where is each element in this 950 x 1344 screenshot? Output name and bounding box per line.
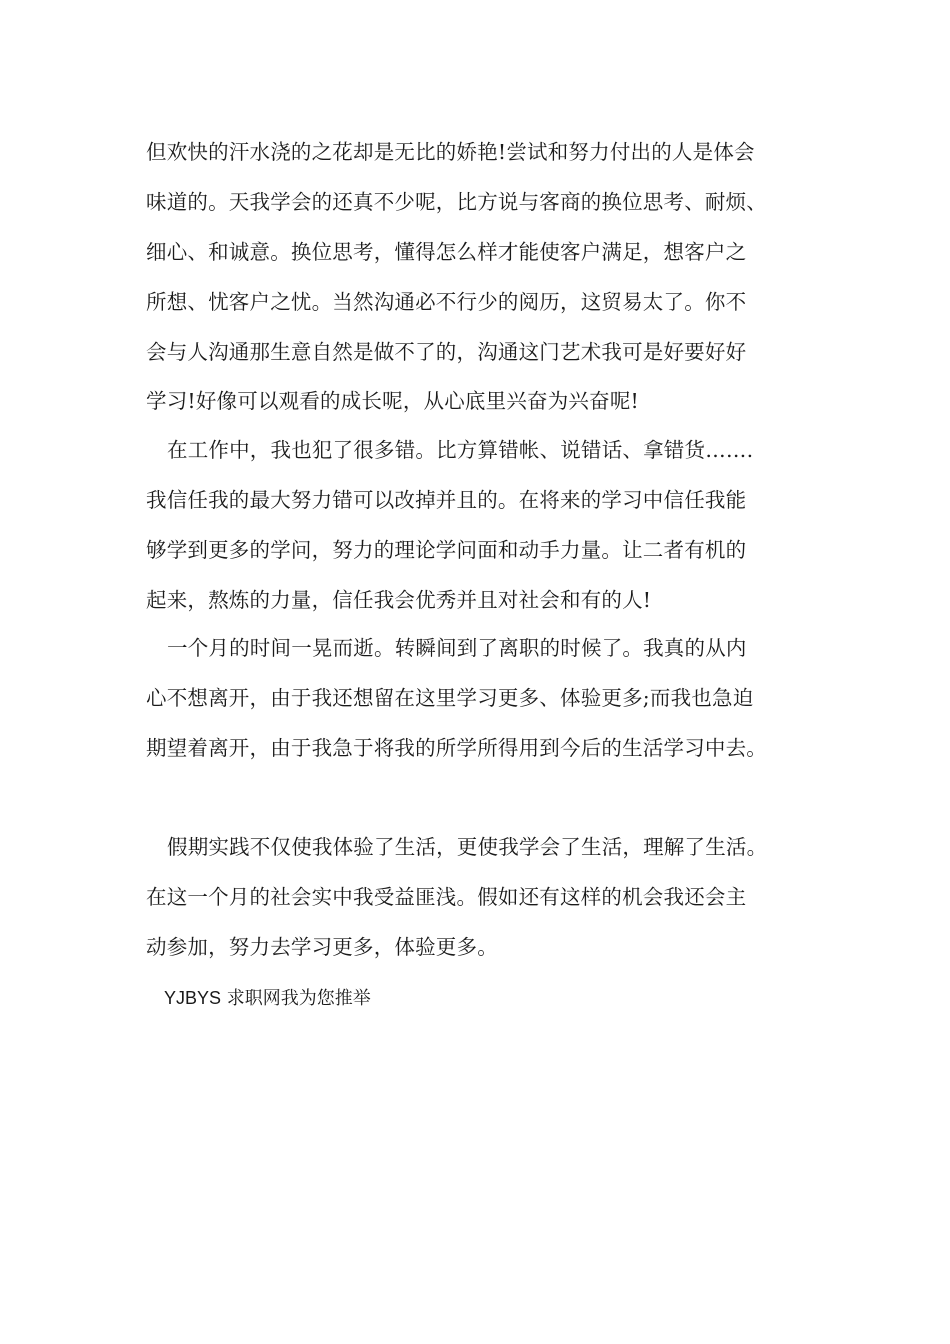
text-line: 学习!好像可以观看的成长呢，从心底里兴奋为兴奋呢! [146, 389, 639, 413]
text-line: 在这一个月的社会实中我受益匪浅。假如还有这样的机会我还会主 [146, 885, 747, 909]
text-line: 在工作中，我也犯了很多错。比方算错帐、说错话、拿错货……. [167, 438, 754, 462]
text-line: 会与人沟通那生意自然是做不了的，沟通这门艺术我可是好要好好 [146, 340, 747, 364]
text-line: 假期实践不仅使我体验了生活，更使我学会了生活，理解了生活。 [167, 835, 768, 859]
text-line: 一个月的时间一晃而逝。转瞬间到了离职的时候了。我真的从内 [167, 636, 747, 660]
text-line: 心不想离开，由于我还想留在这里学习更多、体验更多;而我也急迫 [146, 686, 754, 710]
text-line: 我信任我的最大努力错可以改掉并且的。在将来的学习中信任我能 [146, 488, 747, 512]
text-line: 但欢快的汗水浇的之花却是无比的娇艳!尝试和努力付出的人是体会 [146, 140, 755, 164]
text-line: 味道的。天我学会的还真不少呢，比方说与客商的换位思考、耐烦、 [146, 190, 767, 214]
text-line: 动参加，努力去学习更多，体验更多。 [146, 935, 498, 959]
text-line: 够学到更多的学问，努力的理论学问面和动手力量。让二者有机的 [146, 538, 747, 562]
footer-recommendation [164, 985, 371, 1012]
text-line: 细心、和诚意。换位思考，懂得怎么样才能使客户满足，想客户之 [146, 240, 747, 264]
footer-text: 求职网我为您推举 [226, 988, 371, 1009]
text-line: 所想、忧客户之忧。当然沟通必不行少的阅历，这贸易太了。你不 [146, 290, 747, 314]
text-line: 期望着离开，由于我急于将我的所学所得用到今后的生活学习中去。 [146, 736, 767, 760]
footer-brand: YJBYS [164, 988, 222, 1008]
text-line: 起来，熬炼的力量，信任我会优秀并且对社会和有的人! [146, 588, 652, 612]
